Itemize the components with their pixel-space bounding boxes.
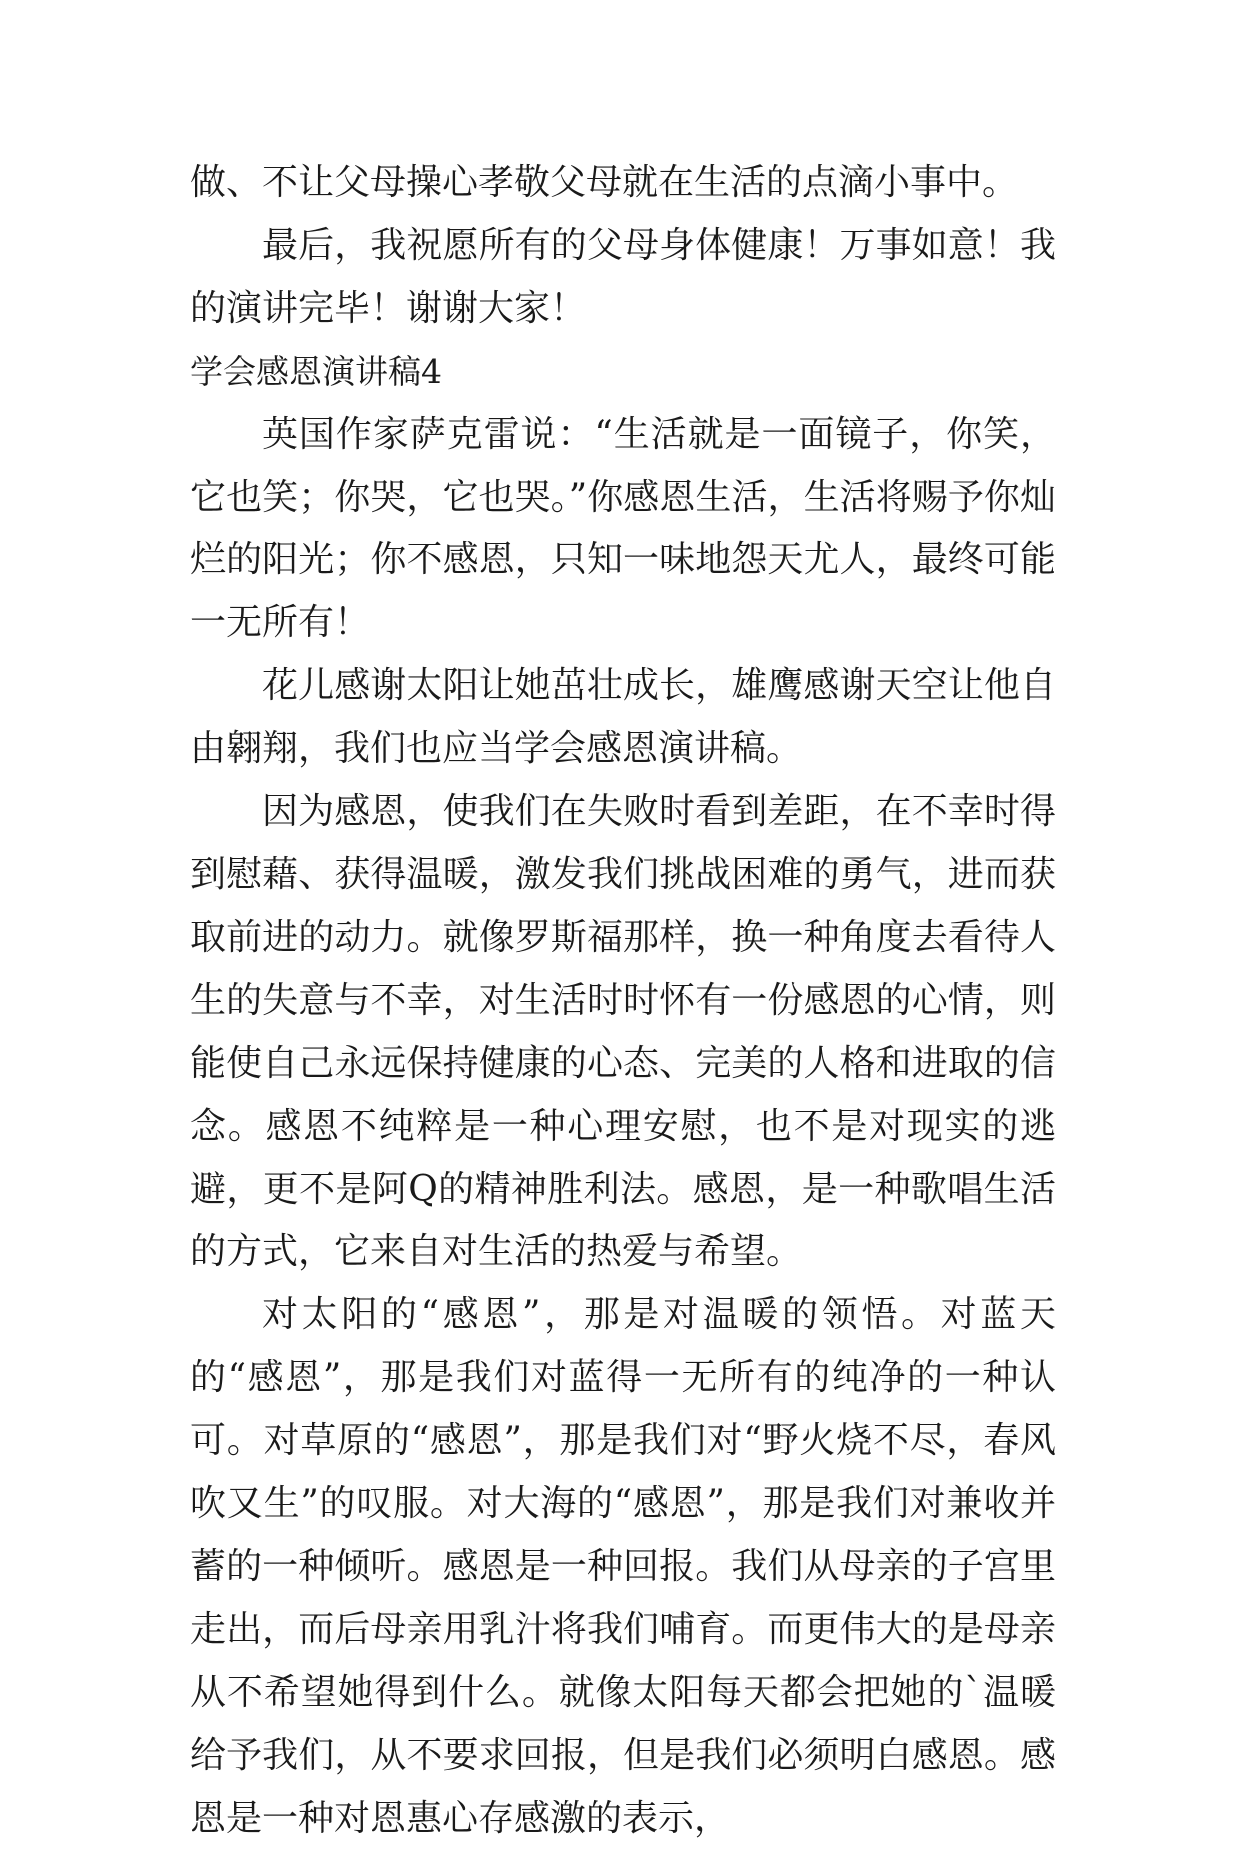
- paragraph-continuation: 做、不让父母操心孝敬父母就在生活的点滴小事中。: [190, 162, 1019, 203]
- section-heading: 学会感恩演讲稿4: [190, 351, 442, 391]
- paragraph-because-gratitude: 因为感恩，使我们在失败时看到差距，在不幸时得到慰藉、获得温暖，激发我们挑战困难的勇气，进而获取前进的动力。就像罗斯福那样，换一种角度去看待人生的失意与不幸，对生活时时怀有一份感恩的心情，则能使自己永远保持健康的心态、完美的人格和进取的信念。感恩不纯粹是一种心理安慰，也不是对现实的逃避，更不是阿Q的精神胜利法。感恩，是一种歌唱生活的方式，它来自对生活的热爱与希望。: [190, 791, 1056, 1273]
- document-body: [190, 152, 1056, 1850]
- paragraph-gratitude-to-nature: 对太阳的“感恩”，那是对温暖的领悟。对蓝天的“感恩”，那是我们对蓝得一无所有的纯净的一种认可。对草原的“感恩”，那是我们对“野火烧不尽，春风吹又生”的叹服。对大海的“感恩”，那是我们对兼收并蓄的一种倾听。感恩是一种回报。我们从母亲的子宫里走出，而后母亲用乳汁将我们哺育。而更伟大的是母亲从不希望她得到什么。就像太阳每天都会把她的`温暖给予我们，从不要求回报，但是我们必须明白感恩。感恩是一种对恩惠心存感激的表示，: [190, 1294, 1056, 1839]
- paragraph-closing: 最后，我祝愿所有的父母身体健康！万事如意！我的演讲完毕！谢谢大家！: [190, 224, 1056, 329]
- paragraph-thackeray-quote: 英国作家萨克雷说：“生活就是一面镜子，你笑，它也笑；你哭，它也哭。”你感恩生活，生活将赐予你灿烂的阳光；你不感恩，只知一味地怨天尤人，最终可能一无所有！: [190, 413, 1056, 644]
- paragraph-flowers-eagles: 花儿感谢太阳让她茁壮成长，雄鹰感谢天空让他自由翱翔，我们也应当学会感恩演讲稿。: [190, 665, 1056, 770]
